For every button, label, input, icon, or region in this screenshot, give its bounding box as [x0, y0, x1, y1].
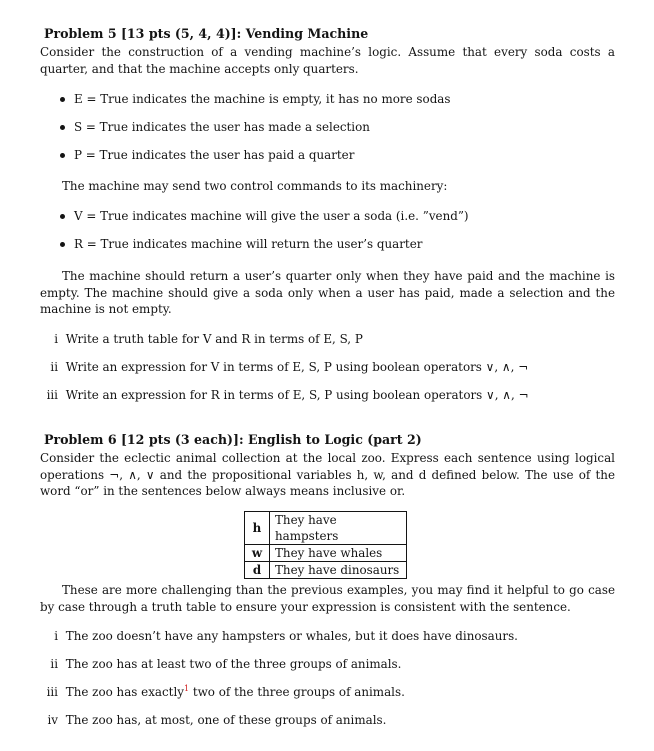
- bullet-icon: [60, 125, 65, 130]
- variable-meaning: They have whales: [270, 545, 407, 562]
- problem5-rule: The machine should return a user’s quarter only when they have paid and the machine is empty. The machine should give a soda only when a user has paid, made a selection and the machine is not empty.: [40, 269, 615, 316]
- input-P: P = True indicates the user has paid a quarter: [74, 148, 355, 162]
- problem5-intro: Consider the construction of a vending machine’s logic. Assume that every soda costs a quarter, and that the machine accepts only quarters.: [40, 45, 615, 76]
- sentence-number: ii: [50, 657, 58, 671]
- sentence-number: iv: [47, 713, 58, 727]
- task-number: iii: [46, 388, 58, 402]
- variable-key: d: [245, 562, 270, 579]
- task-number: ii: [50, 360, 58, 374]
- commands-intro: The machine may send two control commands to its machinery:: [62, 179, 448, 193]
- footnote-link[interactable]: 1: [183, 684, 190, 694]
- sentence-text-after: two of the three groups of animals.: [189, 685, 405, 699]
- sentence-item: [40, 713, 386, 727]
- variable-meaning: They have dinosaurs: [270, 562, 407, 579]
- problem6-intro: Consider the eclectic animal collection at the local zoo. Express each sentence using logical operations ¬, ∧, ∨ and the propositional variables h, w, and d defined below. The use of the word “or” in the sentences below always means inclusive or.: [40, 451, 615, 498]
- sentence-text: The zoo has exactly: [65, 685, 184, 699]
- task-text: Write an expression for R in terms of E, S, P using boolean operators ∨, ∧, ¬: [65, 388, 529, 402]
- sentence-item: [40, 685, 405, 699]
- table-row: [245, 512, 407, 545]
- input-E: E = True indicates the machine is empty, it has no more sodas: [74, 92, 451, 106]
- command-R: R = True indicates machine will return the user’s quarter: [74, 237, 423, 251]
- task-item: [40, 388, 529, 402]
- sentence-text: The zoo doesn’t have any hampsters or whales, but it does have dinosaurs.: [65, 629, 518, 643]
- sentence-number: iii: [46, 685, 58, 699]
- bullet-icon: [60, 97, 65, 102]
- bullet-icon: [60, 153, 65, 158]
- sentence-number: i: [54, 629, 58, 643]
- variable-meaning: They have hampsters: [270, 512, 407, 545]
- bullet-icon: [60, 242, 65, 247]
- input-S: S = True indicates the user has made a selection: [74, 120, 370, 134]
- variable-key: h: [245, 512, 270, 545]
- sentence-item: [40, 657, 401, 671]
- command-V: V = True indicates machine will give the user a soda (i.e. ”vend”): [74, 209, 469, 223]
- table-row: [245, 562, 407, 579]
- task-item: [40, 332, 363, 346]
- problem6-title: Problem 6 [12 pts (3 each)]: English to Logic (part 2): [44, 432, 422, 447]
- task-item: [40, 360, 528, 374]
- task-text: Write a truth table for V and R in terms of E, S, P: [65, 332, 363, 346]
- problem6-hint: These are more challenging than the previous examples, you may find it helpful to go case by case through a truth table to ensure your expression is consistent with the sentence.: [40, 583, 615, 614]
- problem5-title: Problem 5 [13 pts (5, 4, 4)]: Vending Machine: [44, 26, 369, 41]
- variable-table: [244, 511, 407, 579]
- sentence-text: The zoo has, at most, one of these groups of animals.: [65, 713, 387, 727]
- variable-key: w: [245, 545, 270, 562]
- table-row: [245, 545, 407, 562]
- bullet-icon: [60, 214, 65, 219]
- sentence-item: [40, 629, 518, 643]
- sentence-text: The zoo has at least two of the three groups of animals.: [65, 657, 402, 671]
- task-number: i: [54, 332, 58, 346]
- task-text: Write an expression for V in terms of E, S, P using boolean operators ∨, ∧, ¬: [65, 360, 529, 374]
